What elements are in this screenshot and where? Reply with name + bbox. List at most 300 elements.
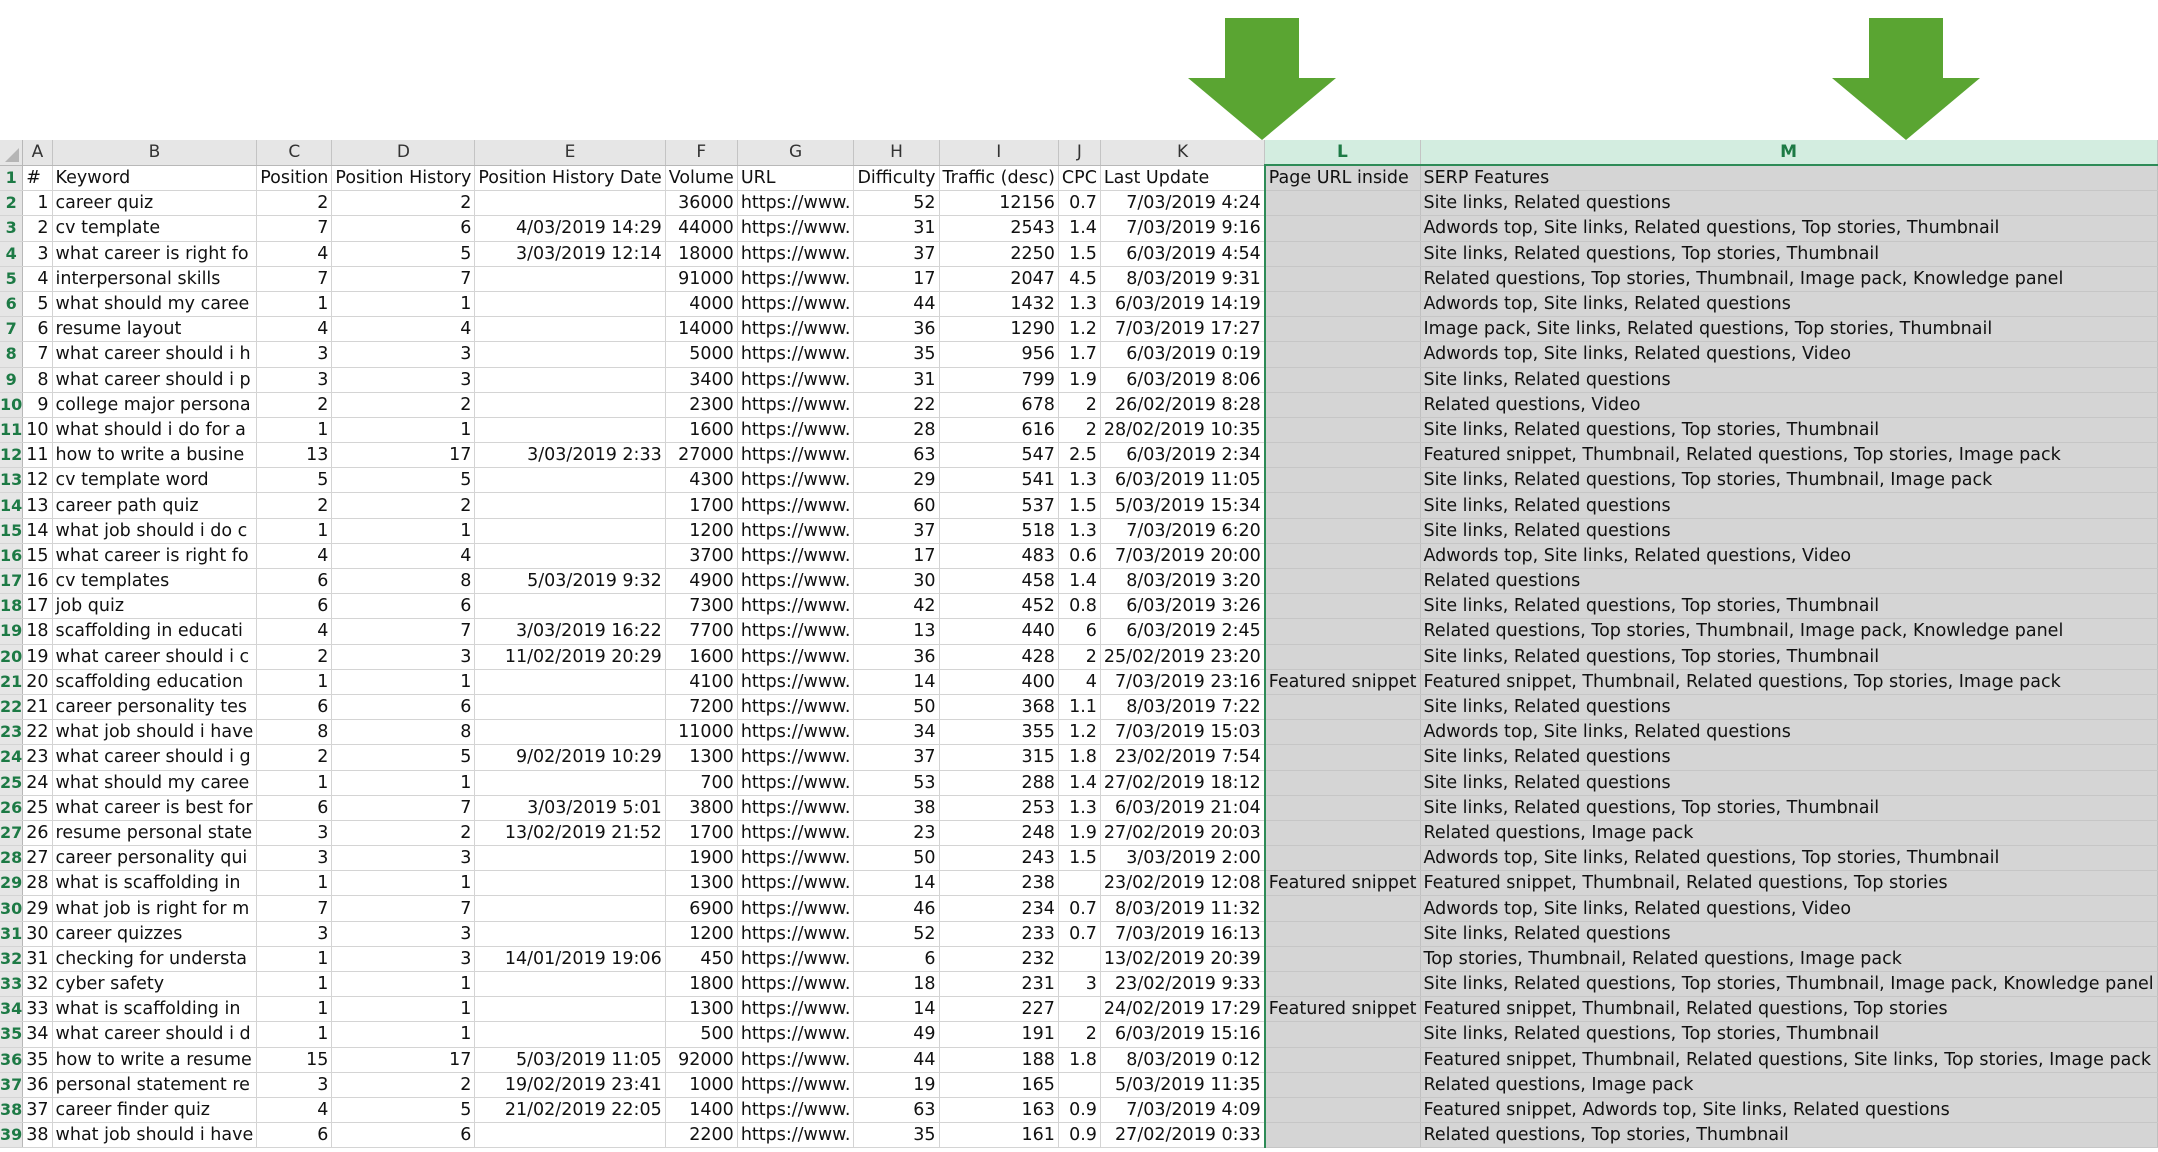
cell-g[interactable]: https://www. <box>737 1097 854 1122</box>
cell-a[interactable]: 14 <box>23 518 52 543</box>
cell-i[interactable]: 452 <box>939 594 1058 619</box>
cell-b[interactable]: what job should i have <box>52 1123 257 1148</box>
cell-f[interactable]: 2200 <box>665 1123 737 1148</box>
cell-h[interactable]: 52 <box>854 921 939 946</box>
cell-h[interactable]: 14 <box>854 871 939 896</box>
cell-a[interactable]: 36 <box>23 1072 52 1097</box>
cell-e[interactable] <box>475 392 665 417</box>
cell-h[interactable]: 49 <box>854 1022 939 1047</box>
cell-e[interactable] <box>475 871 665 896</box>
cell-j[interactable]: 6 <box>1058 619 1100 644</box>
cell-c[interactable]: 6 <box>257 569 332 594</box>
cell-j[interactable]: 1.4 <box>1058 569 1100 594</box>
column-title-cell[interactable]: Position <box>257 165 332 191</box>
cell-d[interactable]: 6 <box>332 216 475 241</box>
row-header[interactable]: 6 <box>0 291 23 316</box>
cell-a[interactable]: 10 <box>23 417 52 442</box>
cell-d[interactable]: 6 <box>332 1123 475 1148</box>
row-header[interactable]: 35 <box>0 1022 23 1047</box>
cell-b[interactable]: what job should i do c <box>52 518 257 543</box>
cell-c[interactable]: 1 <box>257 946 332 971</box>
cell-a[interactable]: 28 <box>23 871 52 896</box>
column-header-j[interactable]: J <box>1058 140 1100 165</box>
cell-l[interactable] <box>1265 392 1420 417</box>
cell-i[interactable]: 188 <box>939 1047 1058 1072</box>
cell-e[interactable]: 3/03/2019 5:01 <box>475 795 665 820</box>
cell-m[interactable]: Adwords top, Site links, Related questions, Video <box>1420 342 2157 367</box>
row-header[interactable]: 15 <box>0 518 23 543</box>
cell-g[interactable]: https://www. <box>737 518 854 543</box>
cell-h[interactable]: 23 <box>854 820 939 845</box>
cell-l[interactable] <box>1265 594 1420 619</box>
cell-e[interactable]: 4/03/2019 14:29 <box>475 216 665 241</box>
cell-j[interactable]: 1.3 <box>1058 291 1100 316</box>
cell-l[interactable] <box>1265 518 1420 543</box>
cell-m[interactable]: Site links, Related questions, Top stories, Thumbnail, Image pack <box>1420 468 2157 493</box>
row-header[interactable]: 22 <box>0 694 23 719</box>
cell-h[interactable]: 35 <box>854 1123 939 1148</box>
cell-l[interactable] <box>1265 1022 1420 1047</box>
cell-f[interactable]: 7200 <box>665 694 737 719</box>
cell-l[interactable] <box>1265 846 1420 871</box>
cell-b[interactable]: career personality tes <box>52 694 257 719</box>
cell-i[interactable]: 12156 <box>939 191 1058 216</box>
cell-a[interactable]: 38 <box>23 1123 52 1148</box>
cell-d[interactable]: 1 <box>332 1022 475 1047</box>
cell-k[interactable]: 24/02/2019 17:29 <box>1100 997 1264 1022</box>
cell-e[interactable] <box>475 669 665 694</box>
cell-a[interactable]: 35 <box>23 1047 52 1072</box>
cell-g[interactable]: https://www. <box>737 770 854 795</box>
cell-m[interactable]: Featured snippet, Thumbnail, Related questions, Top stories <box>1420 871 2157 896</box>
cell-k[interactable]: 8/03/2019 7:22 <box>1100 694 1264 719</box>
cell-b[interactable]: resume layout <box>52 317 257 342</box>
cell-j[interactable]: 1.3 <box>1058 795 1100 820</box>
row-header[interactable]: 18 <box>0 594 23 619</box>
cell-c[interactable]: 4 <box>257 317 332 342</box>
cell-b[interactable]: what job should i have <box>52 720 257 745</box>
cell-l[interactable] <box>1265 1072 1420 1097</box>
column-header-k[interactable]: K <box>1100 140 1264 165</box>
cell-m[interactable]: Site links, Related questions <box>1420 745 2157 770</box>
cell-g[interactable]: https://www. <box>737 997 854 1022</box>
cell-f[interactable]: 4300 <box>665 468 737 493</box>
cell-a[interactable]: 3 <box>23 241 52 266</box>
cell-b[interactable]: career quizzes <box>52 921 257 946</box>
cell-k[interactable]: 6/03/2019 0:19 <box>1100 342 1264 367</box>
cell-k[interactable]: 23/02/2019 9:33 <box>1100 972 1264 997</box>
cell-g[interactable]: https://www. <box>737 291 854 316</box>
cell-g[interactable]: https://www. <box>737 619 854 644</box>
cell-f[interactable]: 3800 <box>665 795 737 820</box>
cell-d[interactable]: 5 <box>332 1097 475 1122</box>
cell-d[interactable]: 2 <box>332 493 475 518</box>
cell-g[interactable]: https://www. <box>737 594 854 619</box>
cell-k[interactable]: 7/03/2019 15:03 <box>1100 720 1264 745</box>
cell-d[interactable]: 7 <box>332 619 475 644</box>
cell-g[interactable]: https://www. <box>737 417 854 442</box>
cell-k[interactable]: 25/02/2019 23:20 <box>1100 644 1264 669</box>
cell-g[interactable]: https://www. <box>737 241 854 266</box>
cell-h[interactable]: 22 <box>854 392 939 417</box>
cell-f[interactable]: 500 <box>665 1022 737 1047</box>
cell-j[interactable]: 1.9 <box>1058 820 1100 845</box>
cell-l[interactable] <box>1265 241 1420 266</box>
cell-m[interactable]: Related questions <box>1420 569 2157 594</box>
cell-c[interactable]: 6 <box>257 694 332 719</box>
cell-m[interactable]: Site links, Related questions, Top stories, Thumbnail <box>1420 1022 2157 1047</box>
row-header[interactable]: 23 <box>0 720 23 745</box>
cell-k[interactable]: 6/03/2019 4:54 <box>1100 241 1264 266</box>
column-title-cell[interactable]: Volume <box>665 165 737 191</box>
row-header[interactable]: 12 <box>0 443 23 468</box>
cell-i[interactable]: 355 <box>939 720 1058 745</box>
cell-c[interactable]: 13 <box>257 443 332 468</box>
cell-g[interactable]: https://www. <box>737 972 854 997</box>
cell-i[interactable]: 368 <box>939 694 1058 719</box>
cell-a[interactable]: 27 <box>23 846 52 871</box>
row-header[interactable]: 4 <box>0 241 23 266</box>
cell-h[interactable]: 14 <box>854 669 939 694</box>
cell-b[interactable]: what should my caree <box>52 770 257 795</box>
cell-j[interactable]: 2.5 <box>1058 443 1100 468</box>
cell-g[interactable]: https://www. <box>737 317 854 342</box>
cell-e[interactable] <box>475 846 665 871</box>
cell-i[interactable]: 541 <box>939 468 1058 493</box>
cell-e[interactable] <box>475 518 665 543</box>
cell-d[interactable]: 3 <box>332 367 475 392</box>
cell-j[interactable]: 1.9 <box>1058 367 1100 392</box>
cell-h[interactable]: 36 <box>854 644 939 669</box>
cell-d[interactable]: 2 <box>332 1072 475 1097</box>
cell-b[interactable]: what career should i h <box>52 342 257 367</box>
cell-e[interactable] <box>475 342 665 367</box>
column-header-e[interactable]: E <box>475 140 665 165</box>
cell-f[interactable]: 91000 <box>665 266 737 291</box>
row-header[interactable]: 27 <box>0 820 23 845</box>
cell-f[interactable]: 44000 <box>665 216 737 241</box>
cell-i[interactable]: 232 <box>939 946 1058 971</box>
cell-j[interactable] <box>1058 997 1100 1022</box>
cell-h[interactable]: 19 <box>854 1072 939 1097</box>
cell-i[interactable]: 238 <box>939 871 1058 896</box>
cell-g[interactable]: https://www. <box>737 342 854 367</box>
cell-i[interactable]: 288 <box>939 770 1058 795</box>
column-header-h[interactable]: H <box>854 140 939 165</box>
cell-m[interactable]: Site links, Related questions <box>1420 921 2157 946</box>
cell-a[interactable]: 31 <box>23 946 52 971</box>
cell-d[interactable]: 6 <box>332 694 475 719</box>
cell-j[interactable]: 0.9 <box>1058 1097 1100 1122</box>
cell-e[interactable]: 5/03/2019 9:32 <box>475 569 665 594</box>
cell-i[interactable]: 428 <box>939 644 1058 669</box>
cell-c[interactable]: 4 <box>257 619 332 644</box>
row-header[interactable]: 2 <box>0 191 23 216</box>
cell-e[interactable] <box>475 317 665 342</box>
cell-c[interactable]: 2 <box>257 644 332 669</box>
cell-f[interactable]: 4900 <box>665 569 737 594</box>
cell-b[interactable]: job quiz <box>52 594 257 619</box>
cell-k[interactable]: 8/03/2019 11:32 <box>1100 896 1264 921</box>
cell-f[interactable]: 92000 <box>665 1047 737 1072</box>
cell-l[interactable] <box>1265 745 1420 770</box>
cell-m[interactable]: Site links, Related questions <box>1420 518 2157 543</box>
cell-c[interactable]: 3 <box>257 820 332 845</box>
row-header[interactable]: 38 <box>0 1097 23 1122</box>
cell-j[interactable] <box>1058 1072 1100 1097</box>
cell-b[interactable]: scaffolding in educati <box>52 619 257 644</box>
cell-g[interactable]: https://www. <box>737 266 854 291</box>
cell-i[interactable]: 161 <box>939 1123 1058 1148</box>
cell-d[interactable]: 1 <box>332 291 475 316</box>
cell-e[interactable] <box>475 417 665 442</box>
cell-m[interactable]: Site links, Related questions <box>1420 770 2157 795</box>
cell-k[interactable]: 27/02/2019 20:03 <box>1100 820 1264 845</box>
cell-j[interactable]: 0.9 <box>1058 1123 1100 1148</box>
cell-a[interactable]: 16 <box>23 569 52 594</box>
cell-b[interactable]: cv template <box>52 216 257 241</box>
cell-b[interactable]: cv templates <box>52 569 257 594</box>
cell-a[interactable]: 25 <box>23 795 52 820</box>
cell-j[interactable]: 0.7 <box>1058 921 1100 946</box>
cell-l[interactable] <box>1265 795 1420 820</box>
cell-k[interactable]: 6/03/2019 11:05 <box>1100 468 1264 493</box>
cell-b[interactable]: how to write a resume <box>52 1047 257 1072</box>
row-header[interactable]: 34 <box>0 997 23 1022</box>
cell-k[interactable]: 8/03/2019 3:20 <box>1100 569 1264 594</box>
column-header-b[interactable]: B <box>52 140 257 165</box>
cell-d[interactable]: 2 <box>332 191 475 216</box>
cell-g[interactable]: https://www. <box>737 896 854 921</box>
row-header[interactable]: 36 <box>0 1047 23 1072</box>
cell-b[interactable]: what is scaffolding in <box>52 997 257 1022</box>
cell-g[interactable]: https://www. <box>737 443 854 468</box>
cell-c[interactable]: 4 <box>257 543 332 568</box>
cell-d[interactable]: 3 <box>332 946 475 971</box>
cell-e[interactable]: 11/02/2019 20:29 <box>475 644 665 669</box>
cell-b[interactable]: interpersonal skills <box>52 266 257 291</box>
cell-g[interactable]: https://www. <box>737 1022 854 1047</box>
cell-e[interactable]: 14/01/2019 19:06 <box>475 946 665 971</box>
cell-i[interactable]: 233 <box>939 921 1058 946</box>
cell-e[interactable]: 9/02/2019 10:29 <box>475 745 665 770</box>
cell-a[interactable]: 19 <box>23 644 52 669</box>
cell-h[interactable]: 50 <box>854 846 939 871</box>
cell-e[interactable] <box>475 1022 665 1047</box>
cell-e[interactable] <box>475 896 665 921</box>
cell-l[interactable] <box>1265 770 1420 795</box>
cell-g[interactable]: https://www. <box>737 720 854 745</box>
row-header[interactable]: 1 <box>0 165 23 191</box>
cell-b[interactable]: resume personal state <box>52 820 257 845</box>
cell-b[interactable]: what career should i p <box>52 367 257 392</box>
cell-h[interactable]: 60 <box>854 493 939 518</box>
cell-g[interactable]: https://www. <box>737 669 854 694</box>
cell-j[interactable]: 1.3 <box>1058 518 1100 543</box>
cell-f[interactable]: 11000 <box>665 720 737 745</box>
cell-d[interactable]: 3 <box>332 644 475 669</box>
cell-j[interactable]: 0.8 <box>1058 594 1100 619</box>
cell-j[interactable]: 2 <box>1058 1022 1100 1047</box>
column-title-cell[interactable]: Difficulty <box>854 165 939 191</box>
cell-k[interactable]: 23/02/2019 12:08 <box>1100 871 1264 896</box>
cell-i[interactable]: 231 <box>939 972 1058 997</box>
cell-a[interactable]: 20 <box>23 669 52 694</box>
cell-l[interactable] <box>1265 493 1420 518</box>
cell-k[interactable]: 13/02/2019 20:39 <box>1100 946 1264 971</box>
cell-b[interactable]: what career is right fo <box>52 241 257 266</box>
cell-b[interactable]: what should i do for a <box>52 417 257 442</box>
cell-m[interactable]: Adwords top, Site links, Related questions <box>1420 291 2157 316</box>
cell-f[interactable]: 1600 <box>665 644 737 669</box>
cell-c[interactable]: 1 <box>257 1022 332 1047</box>
cell-a[interactable]: 37 <box>23 1097 52 1122</box>
cell-j[interactable]: 1.7 <box>1058 342 1100 367</box>
cell-m[interactable]: Adwords top, Site links, Related questions, Video <box>1420 896 2157 921</box>
cell-e[interactable] <box>475 921 665 946</box>
cell-c[interactable]: 15 <box>257 1047 332 1072</box>
column-title-cell[interactable]: URL <box>737 165 854 191</box>
cell-i[interactable]: 253 <box>939 795 1058 820</box>
row-header[interactable]: 14 <box>0 493 23 518</box>
cell-a[interactable]: 7 <box>23 342 52 367</box>
cell-j[interactable]: 2 <box>1058 644 1100 669</box>
cell-k[interactable]: 3/03/2019 2:00 <box>1100 846 1264 871</box>
cell-c[interactable]: 3 <box>257 846 332 871</box>
column-header-m[interactable]: M <box>1420 140 2157 165</box>
cell-h[interactable]: 42 <box>854 594 939 619</box>
cell-d[interactable]: 1 <box>332 770 475 795</box>
cell-a[interactable]: 18 <box>23 619 52 644</box>
cell-a[interactable]: 32 <box>23 972 52 997</box>
row-header[interactable]: 3 <box>0 216 23 241</box>
cell-k[interactable]: 26/02/2019 8:28 <box>1100 392 1264 417</box>
select-all-corner[interactable] <box>0 140 23 165</box>
cell-m[interactable]: Site links, Related questions <box>1420 191 2157 216</box>
cell-j[interactable]: 0.6 <box>1058 543 1100 568</box>
cell-b[interactable]: career finder quiz <box>52 1097 257 1122</box>
column-title-cell[interactable]: Position History <box>332 165 475 191</box>
cell-l[interactable] <box>1265 443 1420 468</box>
cell-l[interactable] <box>1265 896 1420 921</box>
cell-c[interactable]: 2 <box>257 392 332 417</box>
cell-b[interactable]: what career should i c <box>52 644 257 669</box>
cell-a[interactable]: 34 <box>23 1022 52 1047</box>
row-header[interactable]: 5 <box>0 266 23 291</box>
cell-h[interactable]: 14 <box>854 997 939 1022</box>
cell-a[interactable]: 33 <box>23 997 52 1022</box>
cell-j[interactable]: 1.8 <box>1058 745 1100 770</box>
cell-c[interactable]: 7 <box>257 266 332 291</box>
cell-i[interactable]: 315 <box>939 745 1058 770</box>
cell-d[interactable]: 5 <box>332 745 475 770</box>
cell-l[interactable] <box>1265 317 1420 342</box>
cell-b[interactable]: what career should i g <box>52 745 257 770</box>
cell-d[interactable]: 8 <box>332 720 475 745</box>
cell-h[interactable]: 36 <box>854 317 939 342</box>
cell-f[interactable]: 2300 <box>665 392 737 417</box>
cell-f[interactable]: 4100 <box>665 669 737 694</box>
cell-h[interactable]: 52 <box>854 191 939 216</box>
cell-m[interactable]: Site links, Related questions <box>1420 367 2157 392</box>
cell-a[interactable]: 8 <box>23 367 52 392</box>
cell-h[interactable]: 44 <box>854 291 939 316</box>
cell-j[interactable] <box>1058 871 1100 896</box>
cell-l[interactable] <box>1265 720 1420 745</box>
cell-k[interactable]: 6/03/2019 2:45 <box>1100 619 1264 644</box>
cell-k[interactable]: 5/03/2019 11:35 <box>1100 1072 1264 1097</box>
cell-f[interactable]: 700 <box>665 770 737 795</box>
column-title-cell[interactable]: Position History Date <box>475 165 665 191</box>
cell-h[interactable]: 30 <box>854 569 939 594</box>
cell-c[interactable]: 6 <box>257 1123 332 1148</box>
cell-k[interactable]: 28/02/2019 10:35 <box>1100 417 1264 442</box>
cell-j[interactable]: 1.5 <box>1058 493 1100 518</box>
cell-l[interactable] <box>1265 820 1420 845</box>
cell-c[interactable]: 6 <box>257 594 332 619</box>
cell-e[interactable]: 13/02/2019 21:52 <box>475 820 665 845</box>
cell-g[interactable]: https://www. <box>737 493 854 518</box>
cell-h[interactable]: 34 <box>854 720 939 745</box>
cell-l[interactable] <box>1265 367 1420 392</box>
cell-g[interactable]: https://www. <box>737 795 854 820</box>
cell-c[interactable]: 4 <box>257 1097 332 1122</box>
cell-g[interactable]: https://www. <box>737 216 854 241</box>
cell-f[interactable]: 1300 <box>665 997 737 1022</box>
cell-m[interactable]: Image pack, Site links, Related questions, Top stories, Thumbnail <box>1420 317 2157 342</box>
cell-c[interactable]: 1 <box>257 997 332 1022</box>
cell-d[interactable]: 1 <box>332 871 475 896</box>
cell-l[interactable] <box>1265 1047 1420 1072</box>
cell-k[interactable]: 7/03/2019 6:20 <box>1100 518 1264 543</box>
cell-b[interactable]: what career should i d <box>52 1022 257 1047</box>
cell-j[interactable]: 4.5 <box>1058 266 1100 291</box>
cell-i[interactable]: 165 <box>939 1072 1058 1097</box>
cell-j[interactable]: 1.8 <box>1058 1047 1100 1072</box>
cell-e[interactable] <box>475 468 665 493</box>
cell-m[interactable]: Featured snippet, Thumbnail, Related questions, Top stories, Image pack <box>1420 443 2157 468</box>
row-header[interactable]: 31 <box>0 921 23 946</box>
row-header[interactable]: 24 <box>0 745 23 770</box>
cell-l[interactable] <box>1265 921 1420 946</box>
cell-i[interactable]: 2047 <box>939 266 1058 291</box>
cell-b[interactable]: scaffolding education <box>52 669 257 694</box>
cell-m[interactable]: Adwords top, Site links, Related questions, Top stories, Thumbnail <box>1420 216 2157 241</box>
cell-c[interactable]: 1 <box>257 871 332 896</box>
cell-g[interactable]: https://www. <box>737 871 854 896</box>
cell-c[interactable]: 1 <box>257 770 332 795</box>
cell-m[interactable]: Related questions, Top stories, Thumbnail <box>1420 1123 2157 1148</box>
column-header-i[interactable]: I <box>939 140 1058 165</box>
cell-e[interactable] <box>475 720 665 745</box>
cell-e[interactable] <box>475 493 665 518</box>
cell-k[interactable]: 6/03/2019 2:34 <box>1100 443 1264 468</box>
column-header-l[interactable]: L <box>1265 140 1420 165</box>
cell-l[interactable] <box>1265 619 1420 644</box>
cell-f[interactable]: 1700 <box>665 493 737 518</box>
cell-d[interactable]: 1 <box>332 518 475 543</box>
row-header[interactable]: 39 <box>0 1123 23 1148</box>
cell-l[interactable] <box>1265 694 1420 719</box>
cell-f[interactable]: 1000 <box>665 1072 737 1097</box>
cell-k[interactable]: 7/03/2019 4:09 <box>1100 1097 1264 1122</box>
cell-b[interactable]: what should my caree <box>52 291 257 316</box>
cell-k[interactable]: 6/03/2019 8:06 <box>1100 367 1264 392</box>
row-header[interactable]: 32 <box>0 946 23 971</box>
cell-m[interactable]: Site links, Related questions, Top stories, Thumbnail <box>1420 241 2157 266</box>
cell-d[interactable]: 3 <box>332 846 475 871</box>
cell-l[interactable] <box>1265 946 1420 971</box>
